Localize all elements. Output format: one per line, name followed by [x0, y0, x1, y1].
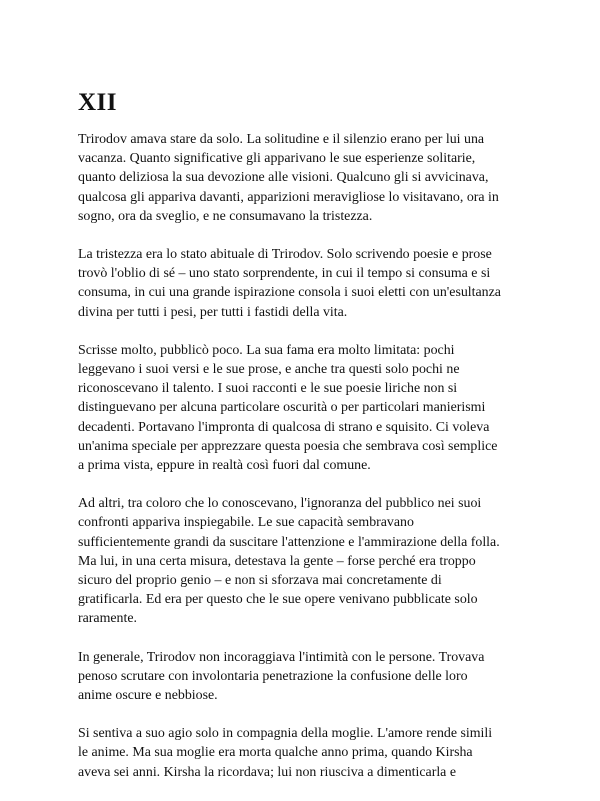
text-line: sogno, ora da sveglio, e ne consumavano la tristezza.: [78, 208, 373, 224]
chapter-body: [78, 130, 534, 801]
text-line: Si sentiva a suo agio solo in compagnia della moglie. L'amore rende simili: [78, 726, 493, 742]
text-line: le anime. Ma sua moglie era morta qualche anno prima, quando Kirsha: [78, 745, 473, 761]
paragraph-1: [78, 130, 534, 226]
text-line: aveva sei anni. Kirsha la ricordava; lui non riusciva a dimenticarla e: [78, 764, 456, 780]
text-line: Ad altri, tra coloro che lo conoscevano, l'ignoranza del pubblico nei suoi: [78, 496, 482, 512]
text-line: leggevano i suoi versi e le sue prose, e anche tra questi solo pochi ne: [78, 362, 460, 378]
text-line: un'anima speciale per apprezzare questa poesia che sembrava così semplice: [78, 438, 498, 454]
text-line: riconoscevano il talento. I suoi racconti e le sue poesie liriche non si: [78, 381, 458, 397]
paragraph-2: [78, 245, 534, 322]
text-line: consuma, in cui una grande ispirazione consola i suoi eletti con un'esultanza: [78, 285, 501, 301]
text-line: trovò l'oblio di sé – uno stato sorprendente, in cui il tempo si consuma e si: [78, 266, 491, 282]
paragraph-3: [78, 341, 534, 475]
text-line: gratificarla. Ed era per questo che le sue opere venivano pubblicate solo: [78, 592, 478, 608]
text-line: qualcosa gli appariva davanti, apparizioni meravigliose lo visitavano, ora in: [78, 189, 499, 205]
text-line: Ma lui, in una certa misura, detestava la gente – forse perché era troppo: [78, 553, 476, 569]
text-line: divina per tutti i pesi, per tutti i fastidi della vita.: [78, 304, 348, 320]
text-line: La tristezza era lo stato abituale di Trirodov. Solo scrivendo poesie e prose: [78, 247, 492, 263]
text-line: sufficientemente grandi da suscitare l'attenzione e l'ammirazione della folla.: [78, 534, 500, 550]
paragraph-4: [78, 494, 534, 628]
text-line: Trirodov amava stare da solo. La solitudine e il silenzio erano per lui una: [78, 132, 485, 147]
paragraph-5: [78, 648, 534, 706]
chapter-title: XII: [78, 89, 118, 116]
paragraph-6: [78, 724, 534, 782]
text-line: decadenti. Portavano l'impronta di qualcosa di strano e squisito. Ci voleva: [78, 419, 490, 435]
text-line: confronti appariva inspiegabile. Le sue capacità sembravano: [78, 515, 414, 531]
text-line: distinguevano per alcuna particolare oscurità o per particolari manierismi: [78, 400, 486, 416]
text-line: penoso scrutare con involontaria penetrazione la confusione delle loro: [78, 668, 468, 684]
text-line: In generale, Trirodov non incoraggiava l'intimità con le persone. Trovava: [78, 649, 485, 665]
text-line: vacanza. Quanto significative gli apparivano le sue esperienze solitarie,: [78, 151, 476, 167]
text-line: Scrisse molto, pubblicò poco. La sua fama era molto limitata: pochi: [78, 342, 455, 358]
text-line: quanto deliziosa la sua devozione alle visioni. Qualcuno gli si avvicinava,: [78, 170, 489, 186]
text-line: a prima vista, eppure in realtà così fuori dal comune.: [78, 458, 371, 474]
text-line: sicuro del proprio genio – e non si sforzava mai concretamente di: [78, 573, 442, 589]
text-line: anime oscure e nebbiose.: [78, 688, 218, 704]
text-line: raramente.: [78, 611, 137, 627]
